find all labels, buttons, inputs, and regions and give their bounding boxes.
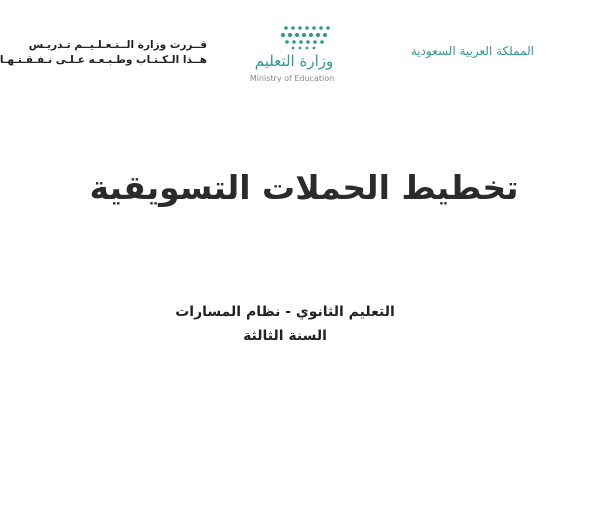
logo-dot (281, 33, 285, 37)
ministry-logo (240, 24, 340, 94)
book-subtitle (0, 300, 570, 348)
ministry-logo-dots-icon (280, 24, 335, 50)
logo-dot (313, 40, 317, 44)
logo-dot (285, 40, 289, 44)
logo-dot (305, 26, 309, 30)
logo-dot (284, 26, 288, 30)
book-title: تخطيط الحملات التسويقية (89, 168, 519, 207)
logo-dot (295, 33, 299, 37)
decree-text (0, 38, 207, 68)
logo-dot (306, 40, 310, 44)
kingdom-name: المملكة العربية السعودية (410, 44, 534, 58)
subtitle-line-2: السنة الثالثة (243, 328, 327, 344)
logo-dot (320, 40, 324, 44)
logo-dot (292, 40, 296, 44)
logo-english-text: Ministry of Education (249, 74, 335, 83)
logo-dot (323, 33, 327, 37)
logo-dot (302, 33, 306, 37)
logo-dot (309, 33, 313, 37)
logo-dot (316, 33, 320, 37)
logo-dot (299, 40, 303, 44)
logo-dot (299, 47, 302, 50)
logo-dot (312, 26, 316, 30)
logo-dot (288, 33, 292, 37)
decree-line-2: هــذا الـكـتـاب وطـبـعـه عـلـى نـفـقـتـهـا (0, 54, 207, 66)
logo-dot (319, 26, 323, 30)
logo-dot (313, 47, 316, 50)
logo-dot (291, 26, 295, 30)
logo-dot (326, 26, 330, 30)
logo-dot (298, 26, 302, 30)
logo-dot (306, 47, 309, 50)
logo-dot (292, 47, 295, 50)
subtitle-line-1: التعليم الثانوي - نظام المسارات (175, 304, 395, 320)
logo-arabic-text: وزارة التعليم (254, 52, 334, 70)
decree-line-1: قــررت وزارة الــتـعـلـيــم تـدريـس (28, 39, 207, 51)
